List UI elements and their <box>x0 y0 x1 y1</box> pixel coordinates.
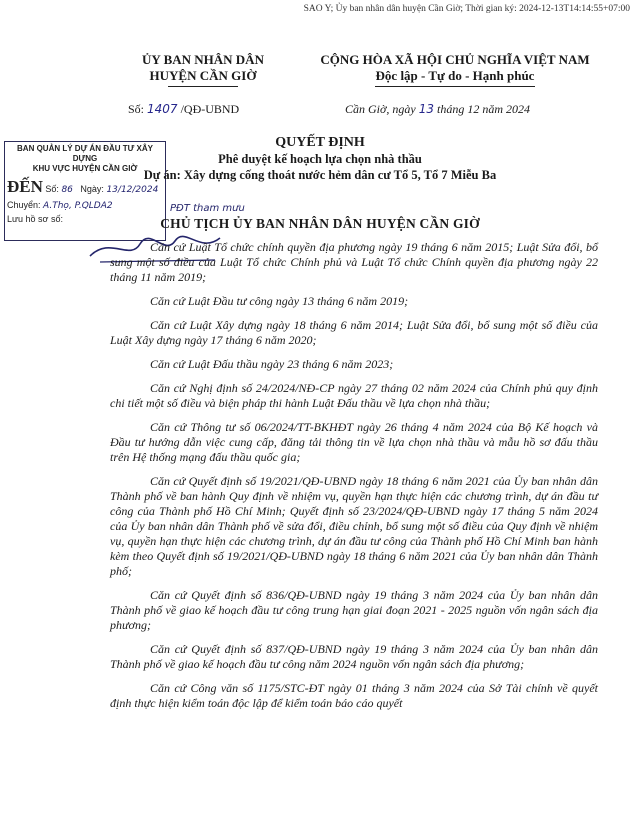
legal-basis-paragraph: Căn cứ Thông tư số 06/2024/TT-BKHĐT ngày 26 tháng 4 năm 2024 của Bộ Kế hoạch và Đầu tư hướng dẫn việc cung cấp, đăng tải thông tin về lựa chọn nhà thầu và mẫu hồ sơ đấu thầu trên Hệ thống mạng đấu thầu quốc gia; <box>110 420 598 464</box>
number-handwritten: 1407 <box>147 102 178 116</box>
issuing-agency-header <box>108 52 298 87</box>
document-number <box>128 102 239 117</box>
number-prefix: Số: <box>128 102 145 116</box>
country-name: CỘNG HÒA XÃ HỘI CHỦ NGHĨA VIỆT NAM <box>320 52 590 67</box>
motto-underline <box>375 86 535 87</box>
stamp-head-1: BAN QUẢN LÝ DỰ ÁN ĐẦU TƯ XÂY DỰNG <box>17 144 153 163</box>
national-motto-header <box>290 52 620 87</box>
document-date <box>345 102 530 117</box>
document-subtitle: Phê duyệt kế hoạch lựa chọn nhà thầu <box>218 152 422 166</box>
legal-basis-paragraph: Căn cứ Luật Đấu thầu ngày 23 tháng 6 năm 2023; <box>150 357 394 371</box>
project-name: Dự án: Xây dựng cống thoát nước hẻm dân cư Tổ 5, Tổ 7 Miễu Ba <box>143 168 497 182</box>
stamp-head-2: KHU VỰC HUYỆN CẦN GIỜ <box>32 164 138 173</box>
date-day: 13 <box>418 102 435 116</box>
legal-basis-paragraph: Căn cứ Luật Xây dựng ngày 18 tháng 6 năm 2014; Luật Sửa đổi, bổ sung một số điều của Luật Xây dựng ngày 17 tháng 6 năm 2020; <box>110 318 598 347</box>
stamp-chuyen-value: A.Thọ, P.QLDA2 <box>43 201 113 211</box>
digital-signature-line: SAO Y; Ủy ban nhân dân huyện Cần Giờ; Thời gian ký: 2024-12-13T14:14:55+07:00 <box>303 4 630 14</box>
stamp-ngay-value: 13/12/2024 <box>106 185 159 195</box>
legal-basis-paragraph: Căn cứ Nghị định số 24/2024/NĐ-CP ngày 27 tháng 02 năm 2024 của Chính phủ quy định chi tiết một số điều và biện pháp thi hành Luật Đấu thầu về lựa chọn nhà thầu; <box>110 381 598 410</box>
stamp-chuyen-row <box>5 200 165 211</box>
date-suffix: tháng 12 năm 2024 <box>437 102 531 116</box>
legal-basis-paragraph: Căn cứ Quyết định số 836/QĐ-UBND ngày 19 tháng 3 năm 2024 của Ủy ban nhân dân Thành phố về giao kế hoạch đầu tư công trung hạn giai đoạn 2021 - 2025 nguồn vốn ngân sách địa phương; <box>110 588 598 632</box>
legal-basis-paragraph: Căn cứ Luật Đầu tư công ngày 13 tháng 6 năm 2019; <box>150 294 409 308</box>
date-prefix: Cần Giờ, ngày <box>345 102 416 116</box>
stamp-ngay-label: Ngày: <box>80 184 104 194</box>
handwritten-note: PĐT tham mưu <box>170 203 245 214</box>
national-motto: Độc lập - Tự do - Hạnh phúc <box>375 68 535 83</box>
stamp-luu-label: Lưu hồ sơ số: <box>7 214 63 224</box>
legal-basis-paragraph: Căn cứ Luật Tổ chức chính quyền địa phương ngày 19 tháng 6 năm 2015; Luật Sửa đổi, bổ sung một số điều của Luật Tổ chức Chính phủ và Luật Tổ chức Chính quyền địa phương ngày 22 tháng 11 năm 2019; <box>110 240 598 284</box>
stamp-so-value: 86 <box>61 185 73 195</box>
agency-underline <box>168 86 238 87</box>
legal-basis-list <box>110 240 598 720</box>
legal-basis-paragraph: Căn cứ Quyết định số 837/QĐ-UBND ngày 19 tháng 3 năm 2024 của Ủy ban nhân dân Thành phố về giao kế hoạch đầu tư công năm 2024 nguồn vốn ngân sách địa phương; <box>110 642 598 671</box>
document-title: QUYẾT ĐỊNH <box>275 135 365 150</box>
stamp-so-label: Số: <box>45 184 59 194</box>
stamp-chuyen-label: Chuyển: <box>7 200 41 210</box>
legal-basis-paragraph: Căn cứ Công văn số 1175/STC-ĐT ngày 01 tháng 3 năm 2024 của Sở Tài chính về quyết định thực hiện kiểm toán độc lập để kiểm toán báo cáo quyết <box>110 681 598 710</box>
legal-basis-paragraph: Căn cứ Quyết định số 19/2021/QĐ-UBND ngày 18 tháng 6 năm 2021 của Ủy ban nhân dân Thành phố về ban hành Quy định về nhiệm vụ, quyền hạn thực hiện các chương trình, dự án đầu tư công của Thành phố Hồ Chí Minh; Quyết định số 23/2024/QĐ-UBND ngày 17 tháng 5 năm 2024 của Ủy ban nhân dân Thành phố về sửa đổi, điều chỉnh, bổ sung một số điều của Quy định về nhiệm vụ, quyền hạn thực hiện các chương trình, dự án đầu tư công của Thành phố Hồ Chí Minh ban hành kèm theo Quyết định số 19/2021/QĐ-UBND ngày 18 tháng 6 năm 2021 của Ủy ban nhân dân Thành phố; <box>110 474 598 578</box>
number-suffix: /QĐ-UBND <box>180 102 240 116</box>
stamp-den: ĐẾN <box>7 177 43 196</box>
authority-heading: CHỦ TỊCH ỦY BAN NHÂN DÂN HUYỆN CẦN GIỜ <box>160 216 480 231</box>
agency-line-2: HUYỆN CẦN GIỜ <box>149 68 257 83</box>
agency-line-1: ỦY BAN NHÂN DÂN <box>142 52 264 67</box>
